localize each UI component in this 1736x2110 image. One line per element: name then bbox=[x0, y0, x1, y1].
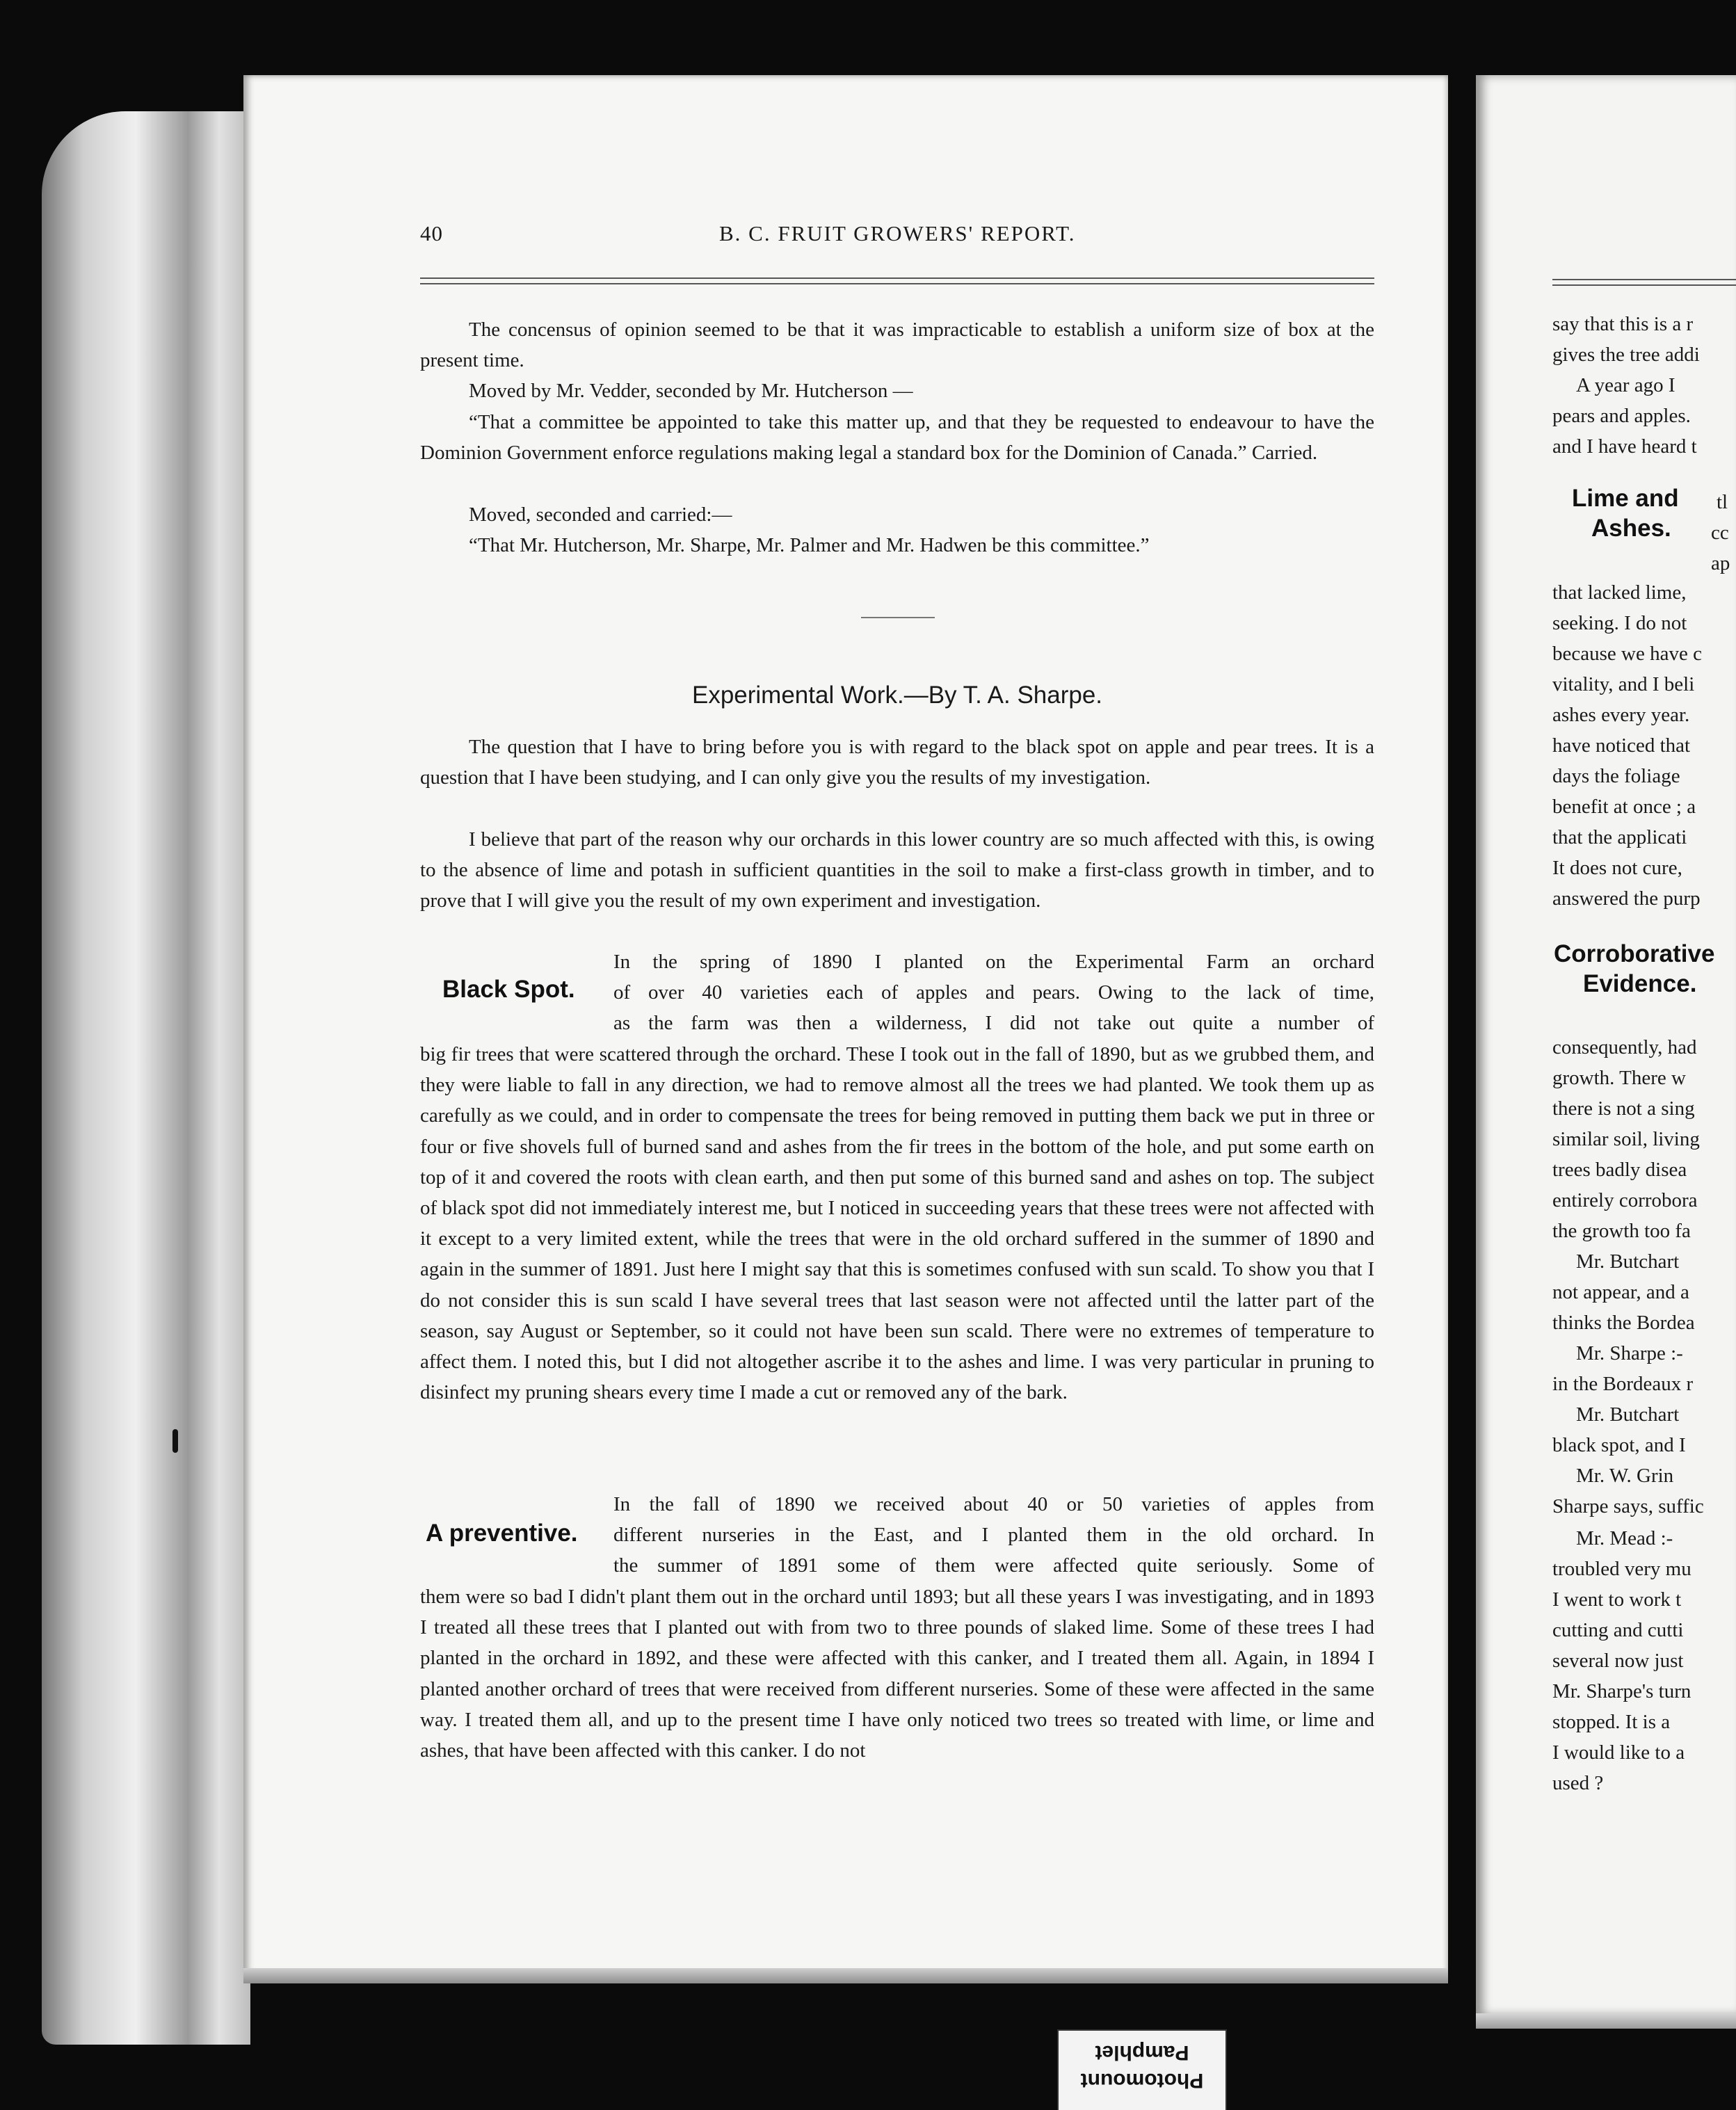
paragraph-question: The question that I have to bring before you is with regard to the black spot on apple and pear trees. It is a question that I have been studying, and I can only give you the results of my investigation. bbox=[420, 736, 1374, 789]
right-line: It does not cure, bbox=[1552, 857, 1682, 879]
right-line: seeking. I do not bbox=[1552, 612, 1687, 634]
sticker-line-pamphlet: Pamphlet bbox=[1095, 2041, 1189, 2064]
right-line: stopped. It is a bbox=[1552, 1711, 1671, 1733]
black-spot-line-3: as the farm was then a wilderness, I did not take out quite a number of bbox=[613, 1012, 1374, 1035]
paragraph-moved-vedder: Moved by Mr. Vedder, seconded by Mr. Hutcherson — bbox=[469, 380, 913, 402]
left-page-bottom-edge bbox=[243, 1968, 1448, 1983]
right-line-fragment: ap bbox=[1711, 552, 1730, 574]
right-line: gives the tree addi bbox=[1552, 344, 1700, 366]
side-head-black-spot: Black Spot. bbox=[442, 976, 575, 1003]
right-side-head-corroborative-1: Corroborative bbox=[1554, 940, 1715, 967]
right-line: Mr. Butchart bbox=[1576, 1250, 1680, 1273]
right-line: vitality, and I beli bbox=[1552, 673, 1695, 695]
right-line: the growth too fa bbox=[1552, 1220, 1691, 1242]
paragraph-moved-carried: Moved, seconded and carried:— bbox=[469, 504, 732, 526]
section-title: Experimental Work.—By T. A. Sharpe. bbox=[691, 682, 1103, 709]
section-divider bbox=[861, 617, 935, 618]
right-line: used ? bbox=[1552, 1772, 1604, 1794]
paragraph-concensus: The concensus of opinion seemed to be that it was impracticable to establish a uniform size of box at the present time. bbox=[420, 319, 1374, 372]
right-line: benefit at once ; a bbox=[1552, 796, 1696, 818]
right-line: entirely corrobora bbox=[1552, 1189, 1698, 1211]
black-spot-line-2: of over 40 varieties each of apples and pears. Owing to the lack of time, bbox=[613, 981, 1374, 1004]
right-line: pears and apples. bbox=[1552, 405, 1691, 427]
right-line: that the applicati bbox=[1552, 826, 1687, 848]
right-line: not appear, and a bbox=[1552, 1281, 1689, 1303]
right-side-head-lime-1: Lime and bbox=[1572, 485, 1679, 512]
right-line: that lacked lime, bbox=[1552, 581, 1687, 604]
right-side-head-corroborative-2: Evidence. bbox=[1583, 970, 1697, 997]
right-line: Sharpe says, suffic bbox=[1552, 1495, 1704, 1517]
preventive-line-3: the summer of 1891 some of them were affected quite seriously. Some of bbox=[613, 1554, 1374, 1577]
right-line: Mr. Sharpe's turn bbox=[1552, 1680, 1691, 1702]
right-line: in the Bordeaux r bbox=[1552, 1373, 1694, 1395]
book-binding-edge bbox=[42, 111, 250, 2045]
right-line: Mr. W. Grin bbox=[1576, 1465, 1674, 1487]
paragraph-belief: I believe that part of the reason why our orchards in this lower country are so much affected with this, is owing to the absence of lime and potash in sufficient quantities in the soil to make a first-class growth in timber, and to prove that I will give you the result of my own experiment and investigation. bbox=[420, 828, 1374, 912]
right-line-fragment: cc bbox=[1711, 522, 1729, 544]
header-rule-bottom bbox=[420, 283, 1374, 284]
right-line: thinks the Bordea bbox=[1552, 1312, 1695, 1334]
right-line: Mr. Butchart bbox=[1576, 1403, 1680, 1426]
preventive-continuation: them were so bad I didn't plant them out in the orchard until 1893; but all these years I was investigating, and in 1893 I treated all these trees that I planted out with from two to three pounds of slaked lime. Some of these trees I had planted in the orchard in 1892, and these were affected with this canker, and I treated them all. Again, in 1894 I planted another orchard of trees that were received from different nurseries. Some of these were affected in the same way. I treated them all, and up to the present time I have only noticed two trees so treated with lime, or lime and ashes, that have been affected with this canker. I do not bbox=[420, 1586, 1374, 1762]
running-head: B. C. FRUIT GROWERS' REPORT. bbox=[719, 221, 1076, 245]
right-line: ashes every year. bbox=[1552, 704, 1690, 726]
right-line: there is not a sing bbox=[1552, 1097, 1695, 1120]
preventive-indented-text bbox=[613, 1489, 1374, 1581]
right-line: trees badly disea bbox=[1552, 1159, 1687, 1181]
right-line: growth. There w bbox=[1552, 1067, 1686, 1089]
black-spot-indented-text bbox=[613, 947, 1374, 1039]
page-number: 40 bbox=[420, 221, 443, 245]
right-line: I went to work t bbox=[1552, 1588, 1682, 1611]
right-line: Mr. Mead :- bbox=[1576, 1527, 1673, 1549]
right-line: consequently, had bbox=[1552, 1036, 1697, 1058]
right-line: cutting and cutti bbox=[1552, 1619, 1684, 1641]
right-line: A year ago I bbox=[1576, 374, 1675, 396]
right-page-bottom-edge bbox=[1476, 2013, 1736, 2029]
right-side-head-lime-2: Ashes. bbox=[1591, 515, 1671, 542]
right-line: black spot, and I bbox=[1552, 1434, 1686, 1456]
right-header-rule-top bbox=[1552, 279, 1736, 280]
right-line: answered the purp bbox=[1552, 887, 1701, 910]
right-line: Mr. Sharpe :- bbox=[1576, 1342, 1683, 1364]
paragraph-committee-motion: “That a committee be appointed to take this matter up, and that they be requested to endeavour to have the Dominion Government enforce regulations making legal a standard box for the Dominion of Canada.” Carried. bbox=[420, 411, 1374, 465]
black-spot-continuation: big fir trees that were scattered through the orchard. These I took out in the fall of 1890, but as we grubbed them, and they were liable to fall in any direction, we had to remove almost all the trees we had planted. We took them up as carefully as we could, and in order to compensate the trees for being removed in putting them back we put in three or four or five shovels full of burned sand and ashes from the fir trees in the bottom of the hole, and put some earth on top of it and covered the roots with clean earth, and then put some of this burned sand and ashes on top. The subject of black spot did not immediately interest me, but I noticed in succeeding years that these trees were not affected with it except to a very limited extent, while the trees that were in the old orchard suffered in the summer of 1890 and again in the summer of 1891. Just here I might say that this is sometimes confused with sun scald. To show you that I do not consider this is sun scald I have several trees that last season were not affected until the latter part of the season, say August or September, so it could not have been sun scald. There were no extremes of temperature to affect them. I noted this, but I did not altogether ascribe it to the ashes and lime. I was very particular in pruning to disinfect my pruning shears every time I made a cut or removed any of the bark. bbox=[420, 1043, 1374, 1404]
sticker-line-photomount: Photomount bbox=[1080, 2069, 1204, 2092]
right-header-rule-bottom bbox=[1552, 284, 1736, 286]
right-line-fragment: tl bbox=[1717, 491, 1728, 513]
header-rule-top bbox=[420, 277, 1374, 279]
library-sticker bbox=[1057, 2029, 1227, 2110]
right-line: because we have c bbox=[1552, 643, 1702, 665]
paragraph-committee-members: “That Mr. Hutcherson, Mr. Sharpe, Mr. Palmer and Mr. Hadwen be this committee.” bbox=[469, 534, 1150, 556]
preventive-line-2: different nurseries in the East, and I planted them in the old orchard. In bbox=[613, 1524, 1374, 1547]
right-line: several now just bbox=[1552, 1650, 1684, 1672]
black-spot-line-1: In the spring of 1890 I planted on the Experimental Farm an orchard bbox=[613, 951, 1374, 973]
right-line: say that this is a r bbox=[1552, 313, 1694, 335]
side-head-preventive: A preventive. bbox=[426, 1520, 578, 1547]
right-line: and I have heard t bbox=[1552, 435, 1697, 458]
gutter-ink-mark bbox=[172, 1429, 178, 1453]
right-line: troubled very mu bbox=[1552, 1558, 1691, 1580]
right-line: similar soil, living bbox=[1552, 1128, 1700, 1150]
right-line: I would like to a bbox=[1552, 1741, 1685, 1764]
page-header bbox=[420, 221, 1374, 256]
right-line: days the foliage bbox=[1552, 765, 1680, 787]
right-line: have noticed that bbox=[1552, 734, 1691, 757]
preventive-line-1: In the fall of 1890 we received about 40 or 50 varieties of apples from bbox=[613, 1493, 1374, 1515]
